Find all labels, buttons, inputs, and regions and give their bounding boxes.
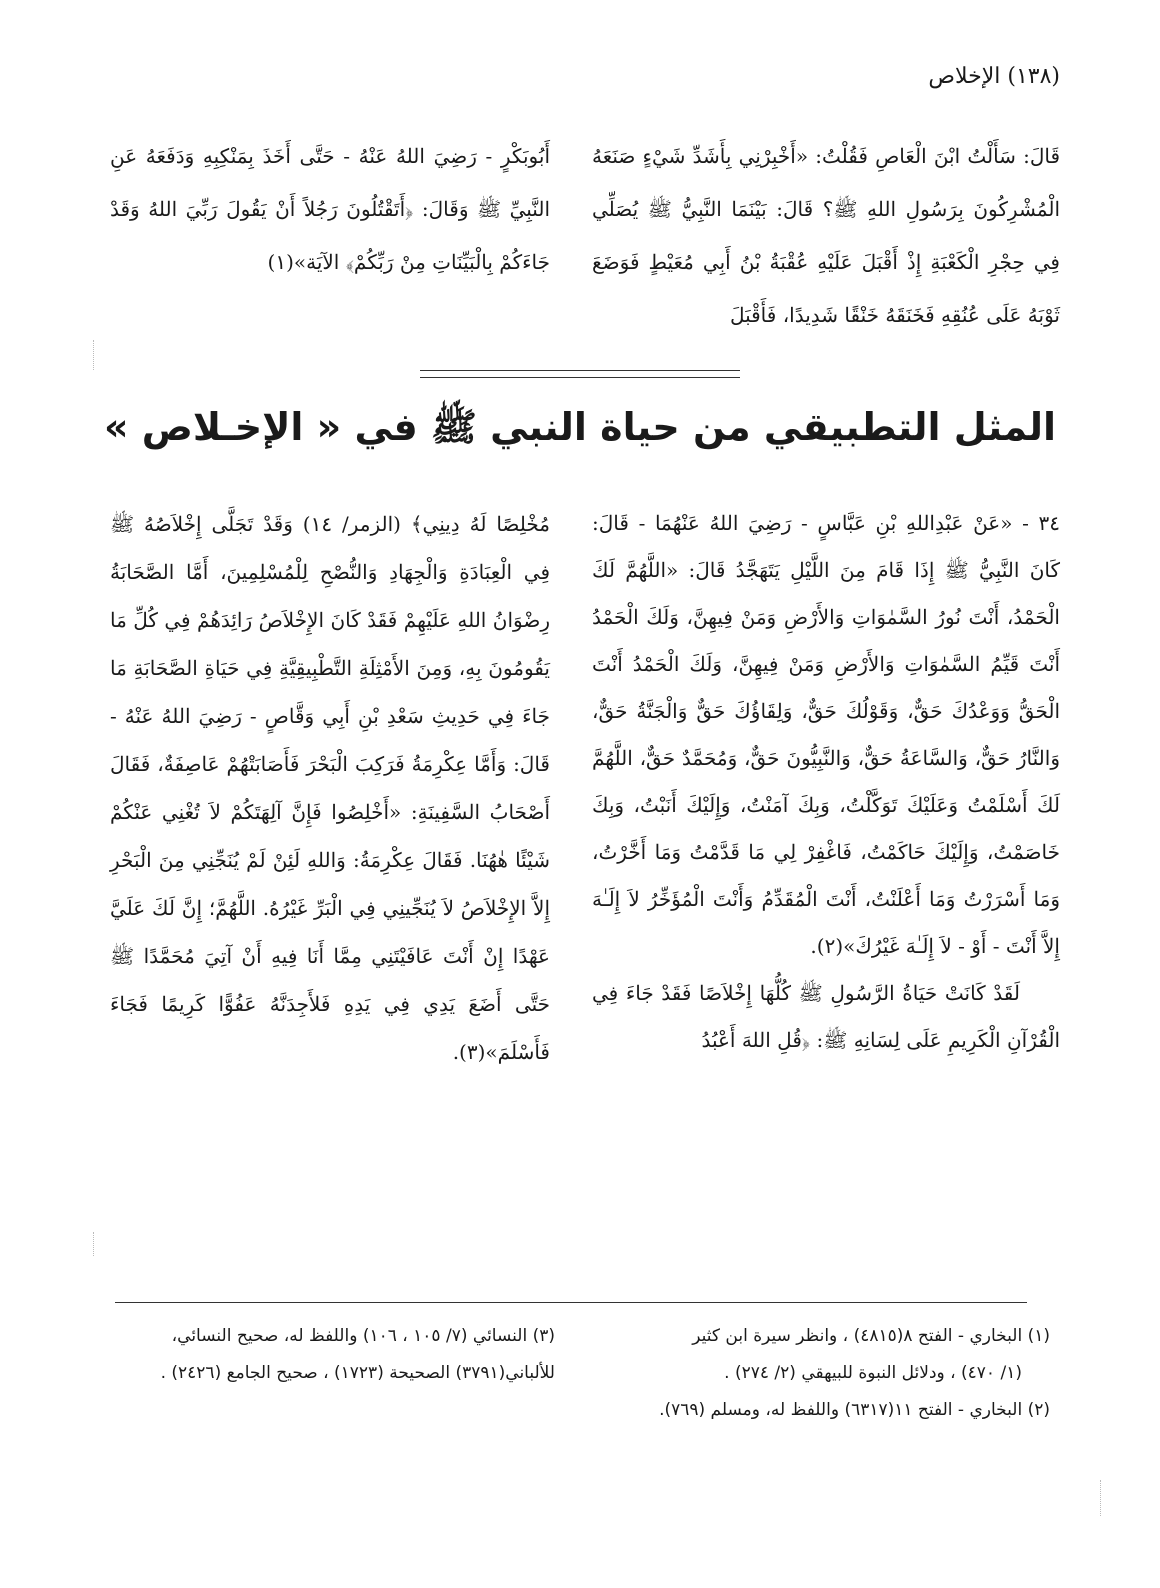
scan-margin-mark [93, 1232, 94, 1256]
main-left-column [110, 500, 550, 1076]
hadith-paragraph: ٣٤ - «عَنْ عَبْدِاللهِ بْنِ عَبَّاسٍ - رَضِيَ اللهُ عَنْهُمَا - قَالَ: كَانَ النَّبِيُّ ﷺ إِذَا قَامَ مِنَ اللَّيْلِ يَتَهَجَّدُ قَالَ: «اللَّهُمَّ لَكَ الْحَمْدُ، أَنْتَ نُورُ السَّمٰوَاتِ وَالأَرْضِ وَمَنْ فِيهِنَّ، وَلَكَ الْحَمْدُ أَنْتَ قَيِّمُ السَّمٰوَاتِ وَالأَرْضِ وَمَنْ فِيهِنَّ، وَلَكَ الْحَمْدُ أَنْتَ الْحَقُّ وَوَعْدُكَ حَقٌّ، وَقَوْلُكَ حَقٌّ، وَلِقَاؤُكَ حَقٌّ وَالْجَنَّةُ حَقٌّ، وَالنَّارُ حَقٌّ، وَالسَّاعَةُ حَقٌّ، وَالنَّبِيُّونَ حَقٌّ، وَمُحَمَّدٌ حَقٌّ، اللَّهُمَّ لَكَ أَسْلَمْتُ وَعَلَيْكَ تَوَكَّلْتُ، وَبِكَ آمَنْتُ، وَإِلَيْكَ أَنَبْتُ، وَبِكَ خَاصَمْتُ، وَإِلَيْكَ حَاكَمْتُ، فَاغْفِرْ لِي مَا قَدَّمْتُ وَمَا أَخَّرْتُ، وَمَا أَسْرَرْتُ وَمَا أَعْلَنْتُ، أَنْتَ الْمُقَدِّمُ وَأَنْتَ الْمُؤَخِّرُ لاَ إِلَـٰهَ إِلاَّ أَنْتَ - أَوْ - لاَ إِلَـٰهَ غَيْرُكَ»(٢). [592, 511, 1060, 958]
top-left-column [110, 130, 550, 289]
title-divider-bottom [420, 377, 740, 378]
title-divider-top [420, 370, 740, 371]
top-right-text: قَالَ: سَأَلْتُ ابْنَ الْعَاصِ فَقُلْتُ: «أَخْبِرْنِي بِأَشَدِّ شَيْءٍ صَنَعَهُ الْمُشْرِكُونَ بِرَسُولِ اللهِ ﷺ؟ قَالَ: بَيْنَمَا النَّبِيُّ ﷺ يُصَلِّي فِي حِجْرِ الْكَعْبَةِ إِذْ أَقْبَلَ عَلَيْهِ عُقْبَةُ بْنُ أَبِي مُعَيْطٍ فَوَضَعَ ثَوْبَهُ عَلَى عُنُقِهِ فَخَنَقَهُ خَنْقًا شَدِيدًا، فَأَقْبَلَ [592, 144, 1060, 327]
footnote-3: (٣) النسائي (٧/ ١٠٥ ، ١٠٦) واللفظ له، صحيح النسائي، للألباني(٣٧٩١) الصحيحة (١٧٢٣) ، صحيح الجامع (٢٤٢٦) . [160, 1326, 555, 1383]
section-title: المثل التطبيقي من حياة النبي ﷺ في « الإخـلاص » [104, 405, 1056, 449]
top-left-text: أَبُوبَكْرٍ - رَضِيَ اللهُ عَنْهُ - حَتَّى أَخَذَ بِمَنْكِبِهِ وَدَفَعَهُ عَنِ النَّبِيِّ ﷺ وَقَالَ: ﴿أَتَقْتُلُونَ رَجُلاً أَنْ يَقُولَ رَبِّيَ اللهُ وَقَدْ جَاءَكُمْ بِالْبَيِّنَاتِ مِنْ رَبِّكُمْ﴾ الآيَة»(١) [110, 144, 550, 274]
footnote-1-line-2: (١/ ٤٧٠) ، ودلائل النبوة للبيهقي (٢/ ٢٧٤) . [724, 1363, 1022, 1383]
main-right-column [592, 500, 1060, 1064]
footnotes-right [590, 1318, 1050, 1429]
main-left-text: مُخْلِصًا لَهُ دِينِي﴾ (الزمر/ ١٤) وَقَدْ تَجَلَّى إِخْلاَصُهُ ﷺ فِي الْعِبَادَةِ وَالْجِهَادِ وَالنُّصْحِ لِلْمُسْلِمِينَ، أَمَّا الصَّحَابَةُ رِضْوَانُ اللهِ عَلَيْهِمْ فَقَدْ كَانَ الإِخْلاَصُ رَائِدَهُمْ فِي كُلِّ مَا يَقُومُونَ بِهِ، وَمِنَ الأَمْثِلَةِ التَّطْبِيقِيَّةِ فِي حَيَاةِ الصَّحَابَةِ مَا جَاءَ فِي حَدِيثِ سَعْدِ بْنِ أَبِي وَقَّاصٍ - رَضِيَ اللهُ عَنْهُ - قَالَ: وَأَمَّا عِكْرِمَةُ فَرَكِبَ الْبَحْرَ فَأَصَابَتْهُمْ عَاصِفَةٌ، فَقَالَ أَصْحَابُ السَّفِينَةِ: «أَخْلِصُوا فَإِنَّ آلِهَتَكُمْ لاَ تُغْنِي عَنْكُمْ شَيْئًا هٰهُنَا. فَقَالَ عِكْرِمَةُ: وَاللهِ لَئِنْ لَمْ يُنَجِّنِي مِنَ الْبَحْرِ إِلاَّ الإِخْلاَصُ لاَ يُنَجِّينِي فِي الْبَرِّ غَيْرُهُ. اللَّهُمَّ؛ إِنَّ لَكَ عَلَيَّ عَهْدًا إِنْ أَنْتَ عَافَيْتَنِي مِمَّا أَنَا فِيهِ أَنْ آتِيَ مُحَمَّدًا ﷺ حَتَّى أَضَعَ يَدِي فِي يَدِهِ فَلأَجِدَنَّهُ عَفُوًّا كَرِيمًا فَجَاءَ فَأَسْلَمَ»(٣). [110, 512, 550, 1064]
scan-margin-mark [93, 340, 94, 370]
footnote-1-line-1: (١) البخاري - الفتح ٨(٤٨١٥) ، وانظر سيرة ابن كثير [692, 1326, 1050, 1346]
footnote-rule [115, 1302, 1027, 1303]
footnotes-left [115, 1318, 555, 1392]
scan-margin-mark [1100, 1480, 1101, 1516]
commentary-paragraph: لَقَدْ كَانَتْ حَيَاةُ الرَّسُولِ ﷺ كُلُّهَا إِخْلاَصًا فَقَدْ جَاءَ فِي الْقُرْآنِ الْكَرِيمِ عَلَى لِسَانِهِ ﷺ: ﴿قُلِ اللهَ أَعْبُدُ [592, 981, 1060, 1052]
page-header: (١٣٨) الإخلاص [928, 64, 1060, 89]
footnote-2: (٢) البخاري - الفتح ١١(٦٣١٧) واللفظ له، ومسلم (٧٦٩). [659, 1400, 1050, 1420]
top-right-column [592, 130, 1060, 342]
